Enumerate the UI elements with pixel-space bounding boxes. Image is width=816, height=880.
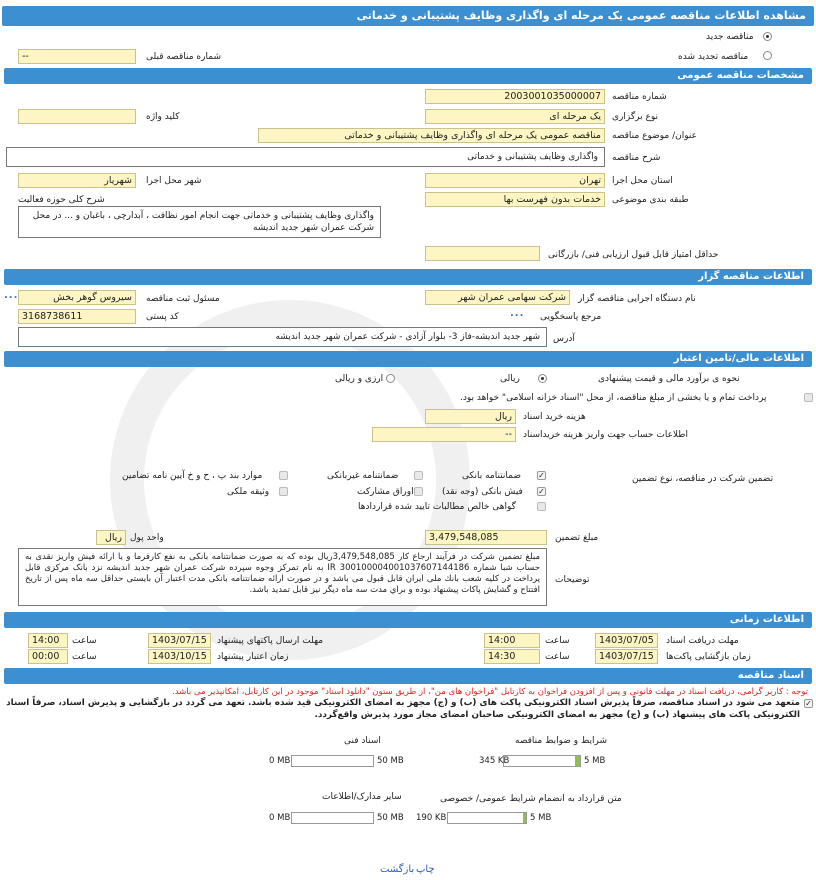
contract-progress-fill	[523, 813, 526, 823]
conditions-progress	[503, 755, 581, 767]
min-score-label: حداقل امتیاز قابل قبول ارزیابی فنی/ بازرگانی	[548, 250, 719, 260]
tender-number-label: شماره مناقصه	[612, 92, 667, 102]
postal-code-field: 3168738611	[18, 309, 136, 324]
category-label: طبقه بندی موضوعی	[612, 195, 689, 205]
bonds-label: اوراق مشارکت	[357, 487, 414, 497]
send-time-label: ساعت	[72, 636, 97, 646]
technical-max: 50 MB	[377, 756, 404, 766]
send-label: مهلت ارسال پاکتهای پیشنهاد	[217, 636, 324, 646]
prev-tender-number-field: --	[18, 49, 136, 64]
bank-guarantee-checkbox: ✓	[538, 471, 545, 480]
page-title: مشاهده اطلاعات مناقصه عمومی یک مرحله ای واگذاری وظایف پشتیبانی و خدماتی	[2, 6, 814, 26]
open-time-label: ساعت	[545, 652, 570, 662]
treasury-label: پرداخت تمام و یا بخشی از مبلغ مناقصه، از محل "اسناد خزانه اسلامی" خواهد بود.	[460, 393, 767, 403]
nonbank-guarantee-label: ضمانتنامه غیربانکی	[327, 471, 399, 481]
valid-time-label: ساعت	[72, 652, 97, 662]
holding-type-label: نوع برگزاری	[612, 112, 658, 122]
description-box: واگذاری وظایف پشتیبانی و خدماتی	[6, 147, 605, 167]
guarantee-amount-field: 3,479,548,085	[425, 530, 547, 545]
section-general-header: مشخصات مناقصه عمومی	[4, 68, 812, 84]
technical-used: 0 MB	[269, 756, 291, 766]
estimate-label: نحوه ی برآورد مالی و قیمت پیشنهادی	[598, 374, 740, 384]
province-field: تهران	[425, 173, 605, 188]
rial-label: ریالی	[500, 374, 520, 384]
open-time-field: 14:30	[484, 649, 540, 664]
renewed-tender-label: مناقصه تجدید شده	[678, 52, 749, 62]
conditions-max: 5 MB	[584, 756, 606, 766]
cash-receipt-checkbox: ✓	[538, 487, 545, 496]
city-field: شهریار	[18, 173, 136, 188]
doc-fee-label: هزینه خرید اسناد	[523, 412, 586, 422]
send-time-field: 14:00	[28, 633, 68, 648]
valid-date-field: 1403/10/15	[148, 649, 211, 664]
open-label: زمان بازگشایی پاکت‌ها	[666, 652, 751, 662]
conditions-label: شرایط و ضوابط مناقصه	[515, 736, 608, 746]
rial-radio[interactable]	[538, 374, 547, 383]
section-finance-header: اطلاعات مالی/تامین اعتبار	[4, 351, 812, 367]
other-used: 0 MB	[269, 813, 291, 823]
bank-guarantee-label: ضمانتنامه بانکی	[462, 471, 521, 481]
keyword-field	[18, 109, 136, 124]
get-docs-label: مهلت دریافت اسناد	[666, 636, 739, 646]
technical-docs-label: اسناد فنی	[344, 736, 381, 746]
currency-label: واحد پول	[130, 533, 164, 543]
conditions-used: 345 KB	[479, 756, 510, 766]
description-label: شرح مناقصه	[612, 153, 661, 163]
download-notice: توجه : کاربر گرامی، دریافت اسناد در مهلت قانونی و پس از افزودن فراخوان به کارتابل "فراخوان های من"، از طریق ستون "دانلود اسناد" موجود در این کارتابل، امکانپذیر می باشد.	[172, 687, 808, 697]
subject-field: مناقصه عمومی یک مرحله ای واگذاری وظایف پشتیبانی و خدماتی	[258, 128, 605, 143]
reference-label: مرجع پاسخگویی	[540, 312, 602, 322]
registrar-field: سیروس گوهر بخش	[18, 290, 136, 305]
valid-label: زمان اعتبار پیشنهاد	[217, 652, 289, 662]
back-link[interactable]: بازگشت	[380, 864, 415, 875]
section-timing-header: اطلاعات زمانی	[4, 612, 812, 628]
account-label: اطلاعات حساب جهت واریز هزینه خریداسناد	[523, 430, 688, 440]
province-label: استان محل اجرا	[612, 176, 673, 186]
contract-max: 5 MB	[530, 813, 552, 823]
reference-more-link[interactable]: ...	[510, 308, 525, 319]
new-tender-label: مناقصه جدید	[706, 32, 754, 42]
property-label: وثیقه ملکی	[227, 487, 270, 497]
property-checkbox	[279, 487, 288, 496]
postal-code-label: کد پستی	[146, 312, 179, 322]
open-date-field: 1403/07/15	[595, 649, 658, 664]
contract-label: متن قرارداد به انضمام شرایط عمومی/ خصوصی	[440, 794, 622, 804]
get-docs-date-field: 1403/07/05	[595, 633, 658, 648]
city-label: شهر محل اجرا	[146, 176, 202, 186]
registrar-label: مسئول ثبت مناقصه	[146, 294, 220, 304]
currency-field: ریال	[96, 530, 126, 545]
contract-used: 190 KB	[416, 813, 447, 823]
section-docs-header: اسناد مناقصه	[4, 668, 812, 684]
other-progress	[291, 812, 374, 824]
organization-label: نام دستگاه اجرایی مناقصه گزار	[578, 294, 696, 304]
organization-field: شرکت سهامی عمران شهر	[425, 290, 570, 305]
claims-checkbox	[537, 502, 546, 511]
address-label: آدرس	[553, 334, 575, 344]
nonbank-guarantee-checkbox	[414, 471, 423, 480]
min-score-field	[425, 246, 540, 261]
conditions-progress-fill	[575, 756, 580, 766]
activity-scope-label: شرح کلی حوزه فعالیت	[18, 195, 105, 205]
new-tender-radio[interactable]	[763, 32, 772, 41]
contract-progress	[447, 812, 527, 824]
fx-rial-label: ارزی و ریالی	[335, 374, 384, 384]
registrar-more-link[interactable]: ...	[4, 290, 19, 301]
commit-text: متعهد می شود در اسناد مناقصه، صرفاً پذیرش اسناد الکترونیکی پاکت های (ب) و (ج) مجهز به امضای الکترونیکی قید شده باشد. تعهد می گردد در بازگشایی و پذیرش اسناد، صرفاً اسناد الکترونیکی پاکت های پیشنهاد (ب) و (ج) مجهز به امضای الکترونیکی صاحبان امضای مجاز مورد پذیرش واقع‌گردد.	[6, 698, 800, 720]
get-docs-time-field: 14:00	[484, 633, 540, 648]
treasury-checkbox	[804, 393, 813, 402]
notes-box: مبلغ تضمین شرکت در فرآیند ارجاع کار 3,479,548,085ریال بوده که به صورت ضمانتنامه بانکی به نفع کارفرما و یا ارائه فیش واریز نقدی به حساب شبا شماره IR 300100004001037607144186 به نام تمرکز وجوه سپرده شرکت عمران شهر جدید اندیشه نزد بانک مرکزی قابل پرداخت در کلیه شعب بانك ملی ايران قابل قبول می باشد و در صورت ارائه ضمانتنامه بانکی مدت اعتبار آن بایستی حداقل سه ماه پس از تاریخ افتتاح و گشایش پاکات پیشنهاد بوده و براي مدت سه ماه دیگر نیز قابل تمدید باشد.	[18, 548, 547, 606]
send-date-field: 1403/07/15	[148, 633, 211, 648]
section-organizer-header: اطلاعات مناقصه گزار	[4, 269, 812, 285]
activity-scope-box: واگذاری وظایف پشتیبانی و خدماتی جهت انجام امور نظافت ، آبدارچی ، باغبان و ... در محل شرکت عمران شهر جدید اندیشه	[18, 206, 381, 238]
valid-time-field: 00:00	[28, 649, 68, 664]
notes-label: توضیحات	[555, 575, 590, 585]
bonds-checkbox	[414, 487, 423, 496]
article-guarantee-checkbox	[279, 471, 288, 480]
doc-fee-field: ریال	[425, 409, 516, 424]
technical-progress	[291, 755, 374, 767]
address-box: شهر جدید اندیشه-فاز 3- بلوار آزادی - شرکت عمران شهر جدید اندیشه	[18, 327, 547, 347]
guarantee-amount-label: مبلغ تضمین	[555, 533, 599, 543]
tender-number-field: 2003001035000007	[425, 89, 605, 104]
fx-rial-radio[interactable]	[386, 374, 395, 383]
claims-label: گواهی خالص مطالبات تایید شده قراردادها	[358, 502, 516, 512]
renewed-tender-radio[interactable]	[763, 51, 772, 60]
subject-label: عنوان/ موضوع مناقصه	[612, 131, 697, 141]
other-docs-label: سایر مدارک/اطلاعات	[322, 792, 402, 802]
cash-receipt-label: فیش بانکی (وجه نقد)	[442, 487, 523, 497]
commit-checkbox: ✓	[805, 699, 812, 708]
get-docs-time-label: ساعت	[545, 636, 570, 646]
holding-type-field: یک مرحله ای	[425, 109, 605, 124]
category-field: خدمات بدون فهرست بها	[425, 192, 605, 207]
article-guarantee-label: موارد بند پ ، ح و خ آیین نامه تضامین	[122, 471, 263, 481]
keyword-label: کلید واژه	[146, 112, 180, 122]
other-max: 50 MB	[377, 813, 404, 823]
account-field: --	[372, 427, 516, 442]
print-link[interactable]: چاپ	[416, 864, 435, 875]
guarantee-type-label: تضمین شرکت در مناقصه، نوع تضمین	[632, 474, 774, 484]
prev-tender-number-label: شماره مناقصه قبلی	[146, 52, 221, 62]
